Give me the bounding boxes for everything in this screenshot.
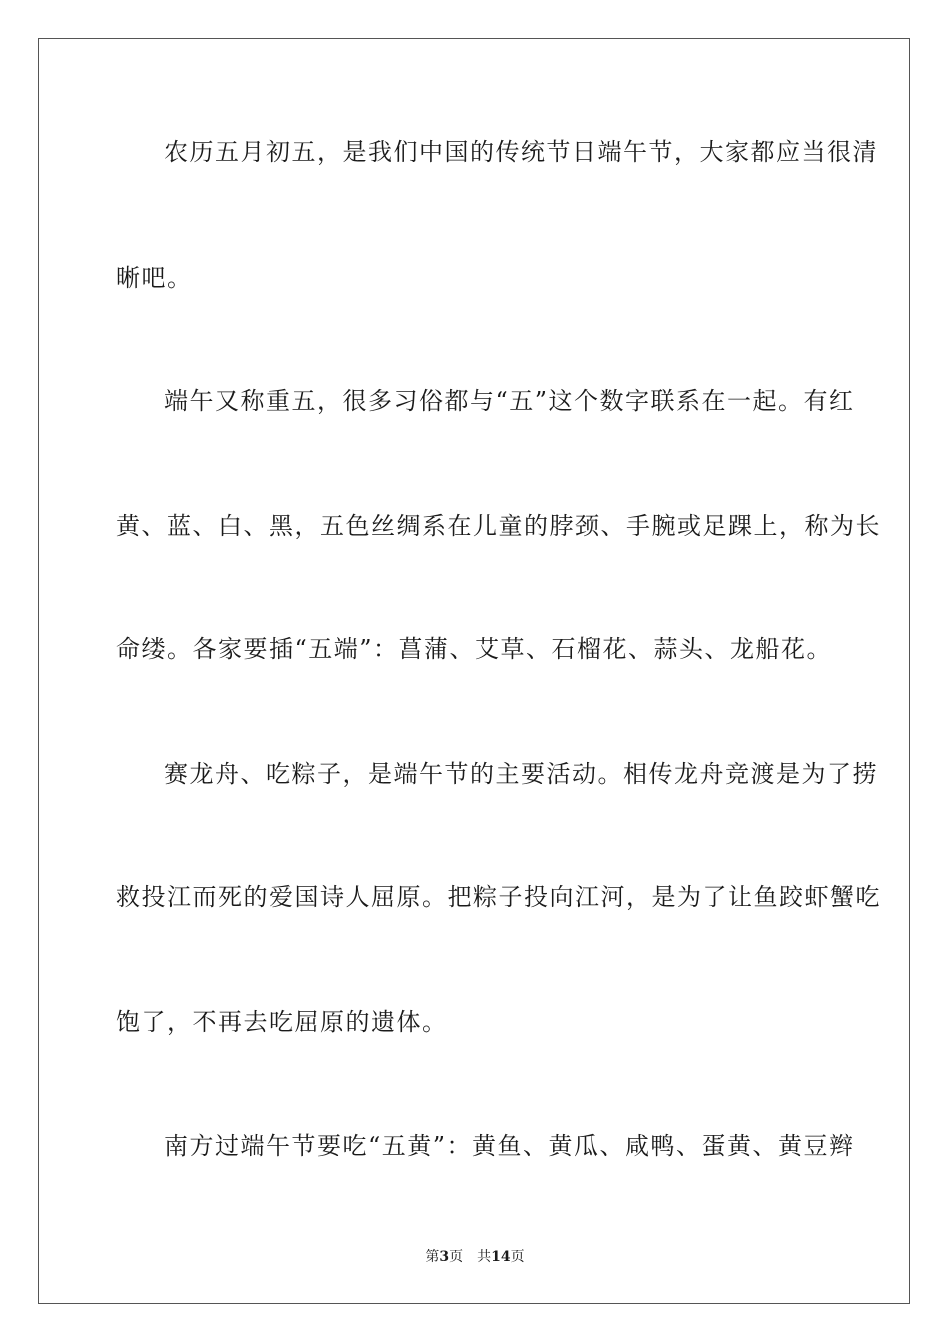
footer-page-prefix: 第	[425, 1249, 440, 1265]
footer-page-suffix: 页	[449, 1249, 464, 1265]
paragraph-3-line-3: 饱了，不再去吃屈原的遗体。	[116, 1008, 448, 1036]
paragraph-1-line-2: 晰吧。	[116, 264, 193, 292]
footer-total-prefix: 共	[477, 1249, 492, 1265]
paragraph-2-line-1: 端午又称重五，很多习俗都与“五”这个数字联系在一起。有红	[164, 387, 855, 415]
paragraph-3-line-1: 赛龙舟、吃粽子，是端午节的主要活动。相传龙舟竞渡是为了捞	[164, 760, 878, 788]
page-footer	[0, 1248, 950, 1266]
paragraph-2-line-2: 黄、蓝、白、黑，五色丝绸系在儿童的脖颈、手腕或足踝上，称为长	[116, 512, 881, 540]
paragraph-2-line-3: 命缕。各家要插“五端”：菖蒲、艾草、石榴花、蒜头、龙船花。	[116, 635, 833, 663]
paragraph-1-line-1: 农历五月初五，是我们中国的传统节日端午节，大家都应当很清	[164, 138, 878, 166]
page-frame	[38, 38, 910, 1304]
paragraph-4-line-1: 南方过端午节要吃“五黄”：黄鱼、黄瓜、咸鸭、蛋黄、黄豆辫	[164, 1132, 855, 1160]
paragraph-3-line-2: 救投江而死的爱国诗人屈原。把粽子投向江河，是为了让鱼跤虾蟹吃	[116, 883, 881, 911]
footer-page-current: 3	[439, 1249, 450, 1265]
footer-page-total: 14	[491, 1249, 511, 1265]
footer-total-suffix: 页	[510, 1249, 525, 1265]
